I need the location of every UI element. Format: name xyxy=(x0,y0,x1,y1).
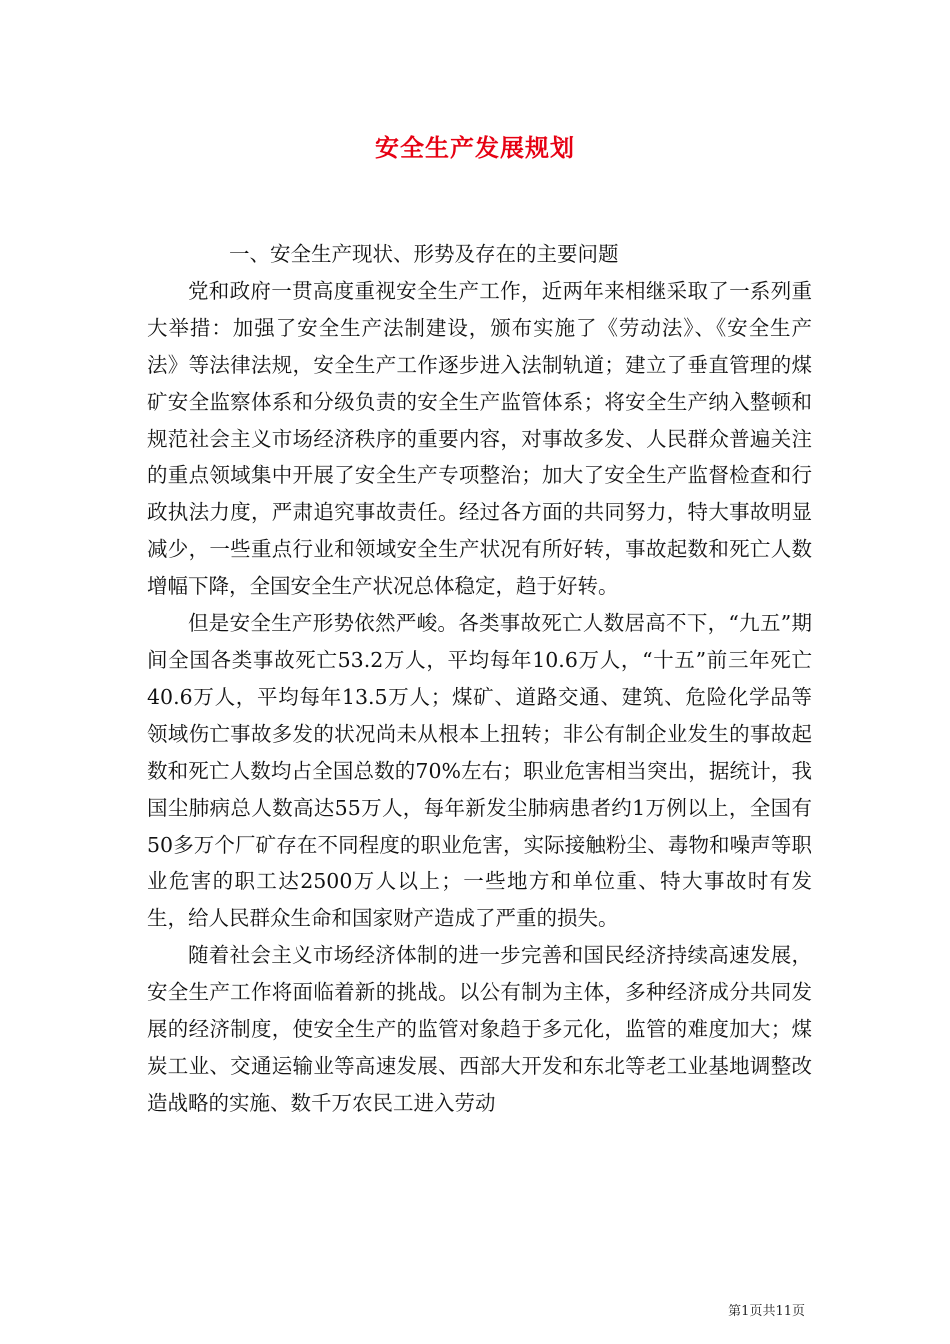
page-number: 第1页共11页 xyxy=(728,1304,805,1319)
document-title: 安全生产发展规划 xyxy=(375,133,575,162)
paragraph: 但是安全生产形势依然严峻。各类事故死亡人数居高不下，“九五”期间全国各类事故死亡53.2万人，平均每年10.6万人，“十五”前三年死亡40.6万人，平均每年13.5万人；煤矿、道路交通、建筑、危险化学品等领域伤亡事故多发的状况尚未从根本上扭转；非公有制企业发生的事故起数和死亡人数均占全国总数的70%左右；职业危害相当突出，据统计，我国尘肺病总人数高达55万人，每年新发尘肺病患者约1万例以上，全国有50多万个厂矿存在不同程度的职业危害，实际接触粉尘、毒物和噪声等职业危害的职工达2500万人以上；一些地方和单位重、特大事故时有发生，给人民群众生命和国家财产造成了严重的损失。 xyxy=(147,611,812,931)
document-body xyxy=(147,236,812,1122)
paragraph: 随着社会主义市场经济体制的进一步完善和国民经济持续高速发展，安全生产工作将面临着新的挑战。以公有制为主体，多种经济成分共同发展的经济制度，使安全生产的监管对象趋于多元化，监管的难度加大；煤炭工业、交通运输业等高速发展、西部大开发和东北等老工业基地调整改造战略的实施、数千万农民工进入劳动 xyxy=(147,943,812,1115)
paragraph: 党和政府一贯高度重视安全生产工作，近两年来相继采取了一系列重大举措：加强了安全生产法制建设，颁布实施了《劳动法》、《安全生产法》等法律法规，安全生产工作逐步进入法制轨道；建立了垂直管理的煤矿安全监察体系和分级负责的安全生产监管体系；将安全生产纳入整顿和规范社会主义市场经济秩序的重要内容，对事故多发、人民群众普遍关注的重点领域集中开展了安全生产专项整治；加大了安全生产监督检查和行政执法力度，严肃追究事故责任。经过各方面的共同努力，特大事故明显减少，一些重点行业和领域安全生产状况有所好转，事故起数和死亡人数增幅下降，全国安全生产状况总体稳定，趋于好转。 xyxy=(147,278,812,599)
section-heading: 一、安全生产现状、形势及存在的主要问题 xyxy=(229,242,619,266)
